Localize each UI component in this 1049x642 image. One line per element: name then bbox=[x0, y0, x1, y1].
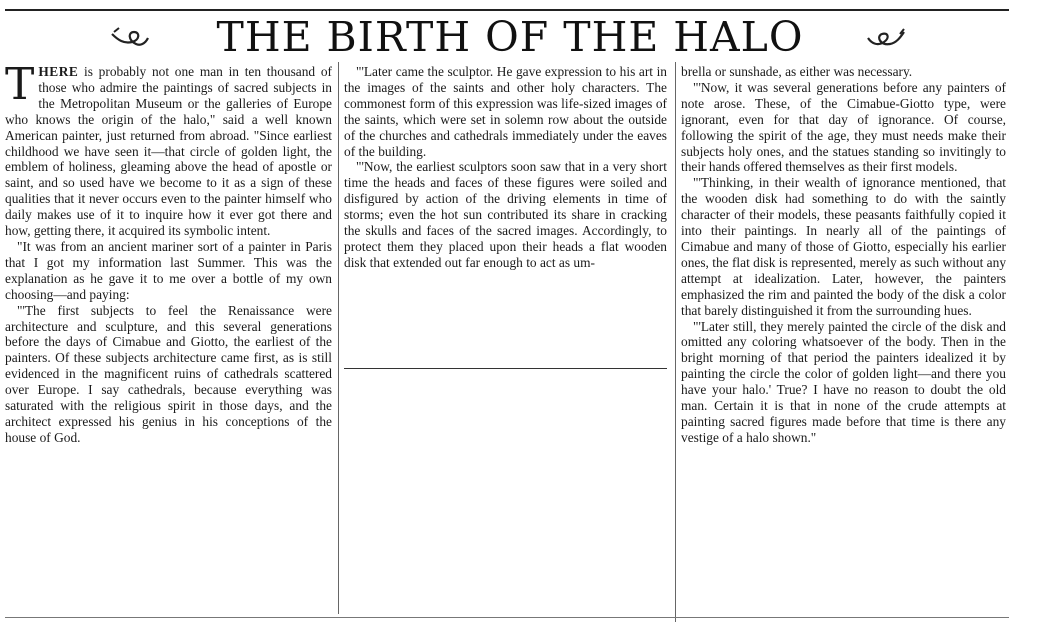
lead-caps: HERE bbox=[38, 64, 79, 79]
column-rule-2 bbox=[675, 62, 676, 622]
article-column-3 bbox=[681, 64, 1006, 446]
ornament-left-icon bbox=[110, 26, 150, 52]
article-column-2 bbox=[344, 64, 667, 271]
paragraph: "'Now, the earliest sculptors soon saw that in a very short time the heads and faces of these figures were soiled and disfigured by action of the driving elements in time of storms; even the hot sun contributed its share in cracking the skulls and faces of the sacred images. Accordingly, to protect them they placed upon their heads a flat wooden disk that extended out far enough to act as um- bbox=[344, 159, 667, 270]
paragraph: "'Later came the sculptor. He gave expression to his art in the images of the saints and other holy characters. The commonest form of this expression was life-sized images of the saints, which were set in solemn row about the outside of the churches and cathedrals immediately under the eaves of the building. bbox=[344, 64, 667, 159]
drop-cap: T bbox=[5, 59, 35, 110]
paragraph bbox=[5, 59, 332, 239]
bottom-rule bbox=[5, 617, 1009, 618]
paragraph: "'The first subjects to feel the Renaissance were architecture and sculpture, and this several generations before the days of Cimabue and Giotto, the earliest of the painters. Of these subjects architecture came first, as is still evidenced in the magnificent ruins of cathedrals scattered over Europe. I say cathedrals, because everything was saturated with the religious spirit in those days, and the architect expressed his genius in his conceptions of the house of God. bbox=[5, 302, 332, 445]
paragraph: "'Thinking, in their wealth of ignorance mentioned, that the wooden disk had something to do with the saintly character of their models, these peasants faithfully copied it into their paintings. In nearly all of the paintings of Cimabue and many of those of Giotto, especially his earlier ones, the flat disk is represented, merely as such without any attempt at idealization. Later, however, the painters emphasized the rim and painted the body of the disk a color that barely distinguished it from the surrounding hues. bbox=[681, 175, 1007, 318]
ornament-right-icon bbox=[866, 26, 906, 52]
top-rule bbox=[5, 9, 1009, 11]
paragraph-text: is probably not one man in ten thousand of those who admire the paintings of sacred subjects in the Metropolitan Museum or the galleries of Europe who knows the origin of the halo," said a well known American painter, just returned from abroad. "Since earliest childhood we have seen it—that circle of golden light, the emblem of holiness, gleaming above the head of apostle or saint, and so used have we become to it as a sign of these qualities that it never occurs even to the painter himself who daily makes use of it to inquire how it ever got there and how, getting there, it acquired its symbolic intent. bbox=[5, 64, 332, 239]
column-end-rule bbox=[344, 368, 667, 369]
paragraph: "'Later still, they merely painted the circle of the disk and omitted any coloring whatsoever of the body. Then in the bright morning of that period the painters idealized it by painting the circle the color of golden light—and there you have your halo.' True? I have no reason to doubt the old man. Certain it is that in none of the crude attempts at painting sacred figures made before that time is there any vestige of a halo shown." bbox=[681, 318, 1006, 445]
paragraph: "It was from an ancient mariner sort of a painter in Paris that I got my information last Summer. This was the explanation as he gave it to me over a bottle of my own choosing—and paying: bbox=[5, 238, 332, 302]
column-rule-1 bbox=[338, 62, 339, 614]
paragraph: "'Now, it was several generations before any painters of note arose. These, of the Cimabue-Giotto type, were ignorant, even for that day of ignorance. Of course, following the spirit of the age, they must needs make their subjects holy ones, and the statues standing so invitingly to their hands offered themselves as their first models. bbox=[681, 79, 1006, 175]
paragraph: brella or sunshade, as either was necessary. bbox=[681, 64, 913, 79]
article-column-1 bbox=[5, 59, 332, 446]
headline: THE BIRTH OF THE HALO bbox=[216, 13, 804, 61]
